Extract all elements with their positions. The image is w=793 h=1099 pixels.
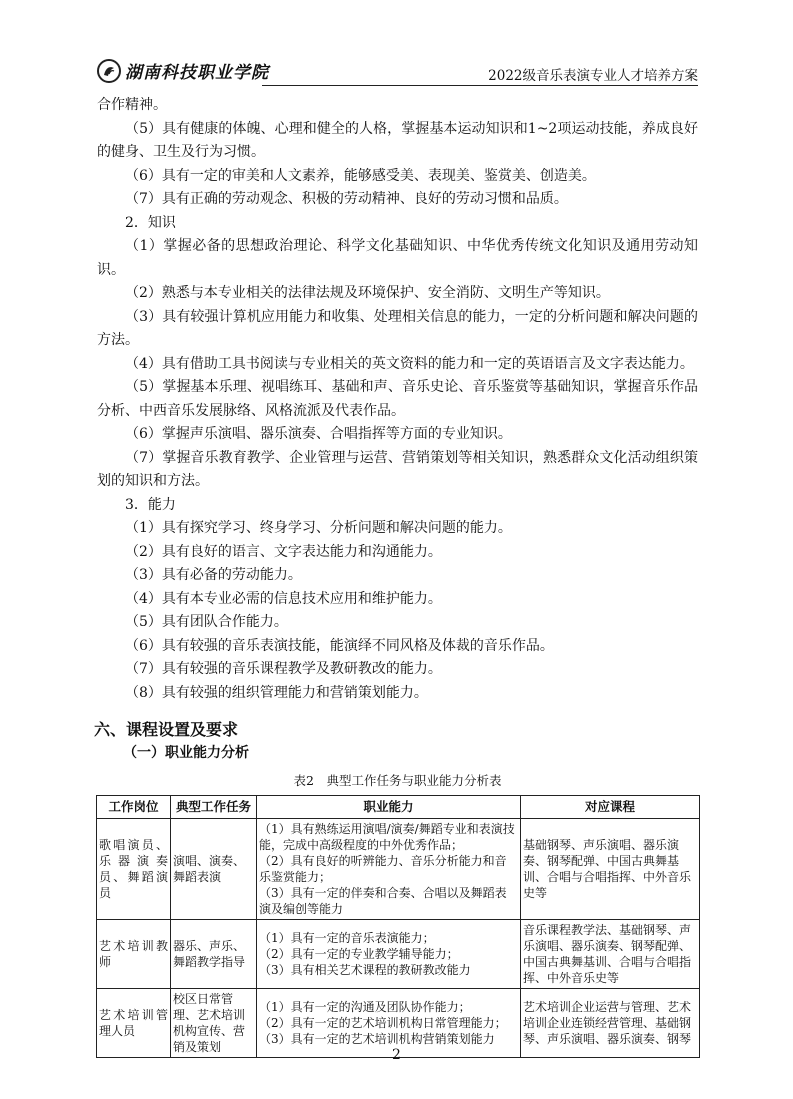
body-paragraph: （3）具有较强计算机应用能力和收集、处理相关信息的能力，一定的分析问题和解决问题的方法。: [97, 308, 698, 348]
subsection-heading: （一）职业能力分析: [123, 745, 249, 761]
section-heading: 六、课程设置及要求: [94, 720, 239, 739]
body-paragraph: （8）具有较强的组织管理能力和营销策划能力。: [125, 684, 428, 701]
column-header-position: 工作岗位: [97, 796, 171, 819]
table-header-row: [97, 796, 700, 819]
ability-item: （3）具有一定的伴奏和合奏、合唱以及舞蹈表演及编创等能力: [259, 886, 507, 916]
cell-courses: 音乐课程教学法、基础钢琴、声乐演唱、器乐演奏、钢琴配弹、中国古典舞基训、合唱与合唱指挥、中外音乐史等: [521, 920, 700, 989]
body-paragraph: 3．能力: [125, 496, 176, 513]
body-paragraph: （6）具有一定的审美和人文素养，能够感受美、表现美、鉴赏美、创造美。: [125, 167, 596, 184]
body-paragraph: （7）具有较强的音乐课程教学及教研教改的能力。: [125, 661, 442, 677]
school-seal-icon: [97, 59, 121, 83]
cell-position: 歌唱演员、乐器演奏员、舞蹈演员: [97, 819, 171, 920]
ability-item: （1）具有一定的音乐表演能力；: [259, 931, 435, 945]
cell-tasks: 演唱、演奏、舞蹈表演: [171, 819, 257, 920]
column-header-abilities: 职业能力: [257, 796, 521, 819]
page-number: 2: [392, 1047, 401, 1063]
document-title: 2022级音乐表演专业人才培养方案: [488, 68, 698, 84]
school-name-logotype: 湖南科技职业学院: [125, 63, 269, 83]
body-paragraph: 2．知识: [125, 214, 176, 231]
cell-abilities: [257, 819, 521, 920]
cell-tasks: 校区日常管理、艺术培训机构宣传、营销及策划: [171, 989, 257, 1058]
ability-item: （3）具有相关艺术课程的教研教改能力: [259, 963, 471, 977]
body-paragraph: （4）具有本专业必需的信息技术应用和维护能力。: [125, 590, 442, 607]
ability-item: （1）具有一定的沟通及团队协作能力；: [259, 1000, 471, 1014]
ability-item: （2）具有一定的专业教学辅导能力；: [259, 947, 459, 961]
body-paragraph: （6）具有较强的音乐表演技能，能演绎不同风格及体裁的音乐作品。: [125, 637, 554, 654]
ability-item: （1）具有熟练运用演唱/演奏/舞蹈专业和表演技能，完成中高级程度的中外优秀作品；: [259, 822, 515, 852]
cell-tasks: 器乐、声乐、舞蹈教学指导: [171, 920, 257, 989]
body-paragraph: （4）具有借助工具书阅读与专业相关的英文资料的能力和一定的英语语言及文字表达能力。: [125, 355, 694, 372]
cell-position: 艺术培训管理人员: [97, 989, 171, 1058]
cell-courses: 艺术培训企业运营与管理、艺术培训企业连锁经营管理、基础钢琴、声乐演唱、器乐演奏、钢琴: [521, 989, 700, 1058]
header-rule: [262, 85, 698, 86]
body-paragraph: （6）掌握声乐演唱、器乐演奏、合唱指挥等方面的专业知识。: [125, 426, 512, 442]
table-row: [97, 920, 700, 989]
body-paragraph: （1）具有探究学习、终身学习、分析问题和解决问题的能力。: [125, 520, 512, 536]
body-paragraph: （7）掌握音乐教育教学、企业管理与运营、营销策划等相关知识，熟悉群众文化活动组织策划的知识和方法。: [97, 449, 698, 489]
body-paragraph: （3）具有必备的劳动能力。: [125, 567, 302, 583]
school-logo: [97, 58, 269, 83]
table-caption: 表2 典型工作任务与职业能力分析表: [293, 773, 502, 788]
ability-item: （3）具有一定的艺术培训机构营销策划能力: [259, 1032, 495, 1046]
body-paragraph: （7）具有正确的劳动观念、积极的劳动精神、良好的劳动习惯和品质。: [125, 191, 568, 207]
body-paragraph: （5）掌握基本乐理、视唱练耳、基础和声、音乐史论、音乐鉴赏等基础知识，掌握音乐作品分析、中西音乐发展脉络、风格流派及代表作品。: [97, 379, 698, 419]
body-paragraph: （5）具有团队合作能力。: [125, 614, 288, 630]
body-paragraph: （5）具有健康的体魄、心理和健全的人格，掌握基本运动知识和1~2项运动技能，养成良好的健身、卫生及行为习惯。: [97, 120, 698, 160]
page-content: [94, 94, 698, 1058]
column-header-tasks: 典型工作任务: [171, 796, 257, 819]
column-header-courses: 对应课程: [521, 796, 700, 819]
body-text: [97, 94, 698, 705]
body-paragraph: （2）具有良好的语言、文字表达能力和沟通能力。: [125, 543, 442, 560]
cell-courses: 基础钢琴、声乐演唱、器乐演奏、钢琴配弹、中国古典舞基训、合唱与合唱指挥、中外音乐史等: [521, 819, 700, 920]
ability-item: （2）具有一定的艺术培训机构日常管理能力；: [259, 1016, 507, 1030]
table-row: [97, 819, 700, 920]
job-analysis-table: [96, 795, 700, 1058]
cell-abilities: [257, 920, 521, 989]
ability-item: （2）具有良好的听辨能力、音乐分析能力和音乐鉴赏能力；: [259, 854, 507, 884]
page-header: [97, 58, 698, 86]
body-paragraph: 合作精神。: [97, 97, 167, 113]
body-paragraph: （1）掌握必备的思想政治理论、科学文化基础知识、中华优秀传统文化知识及通用劳动知识。: [97, 238, 698, 278]
cell-position: 艺术培训教师: [97, 920, 171, 989]
body-paragraph: （2）熟悉与本专业相关的法律法规及环境保护、安全消防、文明生产等知识。: [125, 285, 610, 301]
